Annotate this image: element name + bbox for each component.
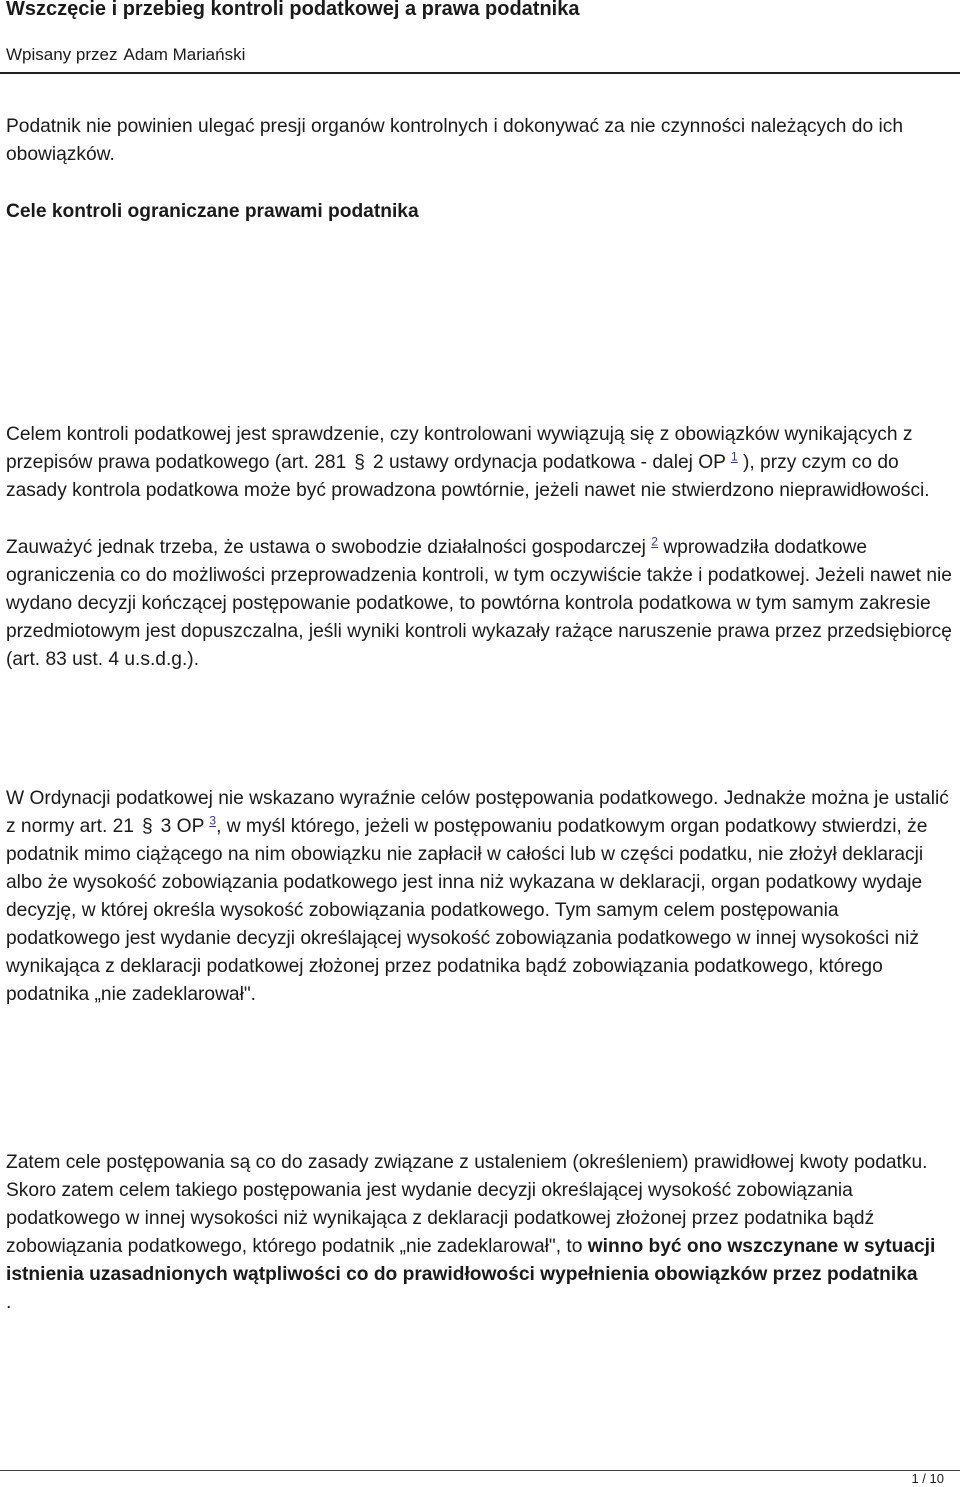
paragraph-text: 3 OP	[160, 816, 205, 837]
paragraph-text: Zauważyć jednak trzeba, że ustawa o swobodzie działalności gospodarczej	[6, 537, 646, 558]
section-sign-icon: §	[354, 452, 365, 473]
footer-divider	[0, 1470, 960, 1471]
paragraph-control-purpose	[6, 421, 958, 505]
page-title: Wszczęcie i przebieg kontroli podatkowej a prawa podatnika	[6, 0, 580, 20]
emphasis-text: winno być ono wszczynane w sytuacji istnienia uzasadnionych wątpliwości co do prawidłowości wypełnienia obowiązków przez podatnika	[6, 1236, 936, 1285]
paragraph-procedure-goals	[6, 785, 958, 1009]
paragraph-end: .	[6, 1292, 12, 1313]
footnote-link-2[interactable]: 2	[651, 534, 658, 549]
paragraph-text: ), przy czym co do zasady kontrola podatkowa może być prowadzona powtórnie, jeżeli nawet nie stwierdzono nieprawidłowości.	[6, 452, 930, 501]
paragraph-intro: Podatnik nie powinien ulegać presji organów kontrolnych i dokonywać za nie czynności należących do ich obowiązków.	[6, 116, 903, 165]
paragraph-text: Celem kontroli podatkowej jest sprawdzenie, czy kontrolowani wywiązują się z obowiązków wynikających z przepisów prawa podatkowego (art. 281	[6, 424, 913, 473]
paragraph-text: W Ordynacji podatkowej nie wskazano wyraźnie celów postępowania podatkowego. Jednakże można je ustalić z normy art. 21	[6, 788, 949, 837]
footnote-link-1[interactable]: 1	[730, 449, 738, 464]
header-divider	[0, 72, 960, 74]
section-heading: Cele kontroli ograniczane prawami podatnika	[6, 201, 419, 222]
paragraph-text: Zatem cele postępowania są co do zasady związane z ustaleniem (określeniem) prawidłowej kwoty podatku. Skoro zatem celem takiego postępowania jest wydanie decyzji określającej wysokość zobowiązania podatkowego w innej wysokości niż wynikająca z deklaracji podatkowej złożonej przez podatnika bądź zobowiązania podatkowego, którego podatnik „nie zadeklarował", to	[6, 1152, 928, 1257]
paragraph-text: 2 ustawy ordynacja podatkowa - dalej OP	[372, 452, 726, 473]
byline	[6, 45, 245, 65]
paragraph-text: , w myśl którego, jeżeli w postępowaniu podatkowym organ podatkowy stwierdzi, że podatnik mimo ciążącego na nim obowiązku nie zapłacił w całości lub w części podatku, nie złożył deklaracji albo że wysokość zobowiązania podatkowego jest inna niż wykazana w deklaracji, organ podatkowy wydaje decyzję, w której określa wysokość zobowiązania podatkowego. Tym samym celem postępowania podatkowego jest wydanie decyzji określającej wysokość zobowiązania podatkowego w innej wysokości niż wynikająca z deklaracji podatkowej złożonej przez podatnika bądź zobowiązania podatkowego, którego podatnika „nie zadeklarował".	[6, 816, 928, 1005]
paragraph-text: wprowadziła dodatkowe ograniczenia co do możliwości przeprowadzenia kontroli, w tym oczywiście także i podatkowej. Jeżeli nawet nie wydano decyzji kończącej postępowanie podatkowe, to powtórna kontrola podatkowa w tym samym zakresie przedmiotowym jest dopuszczalna, jeśli wyniki kontroli wykazały rażące naruszenie prawa przez przedsiębiorcę (art. 83 ust. 4 u.s.d.g.).	[6, 537, 952, 670]
paragraph-restrictions	[6, 534, 958, 674]
author-name: Adam Mariański	[123, 45, 246, 64]
section-sign-icon: §	[141, 816, 153, 837]
byline-prefix: Wpisany przez	[6, 45, 118, 64]
footnote-link-3[interactable]: 3	[209, 813, 217, 828]
page-number: 1 / 10	[911, 1471, 944, 1486]
paragraph-conclusion	[6, 1149, 958, 1317]
